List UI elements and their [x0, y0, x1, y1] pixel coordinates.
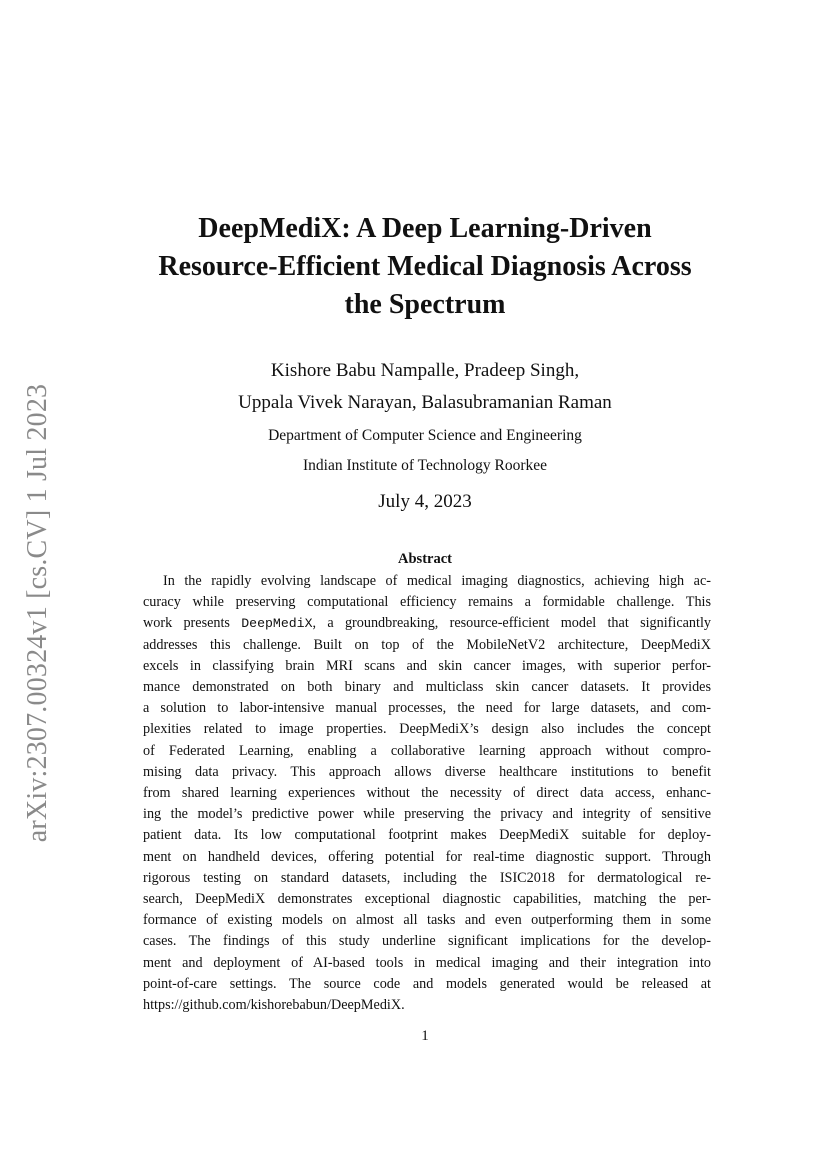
abstract-line: from shared learning experiences without the necessity of direct data access, enhanc-: [143, 785, 711, 802]
abstract-line: search, DeepMediX demonstrates exceptional diagnostic capabilities, matching the per-: [143, 891, 711, 908]
abstract-line: addresses this challenge. Built on top of the MobileNetV2 architecture, DeepMediX: [143, 636, 711, 653]
abstract-line: rigorous testing on standard datasets, including the ISIC2018 for dermatological re-: [143, 869, 711, 886]
model-name-code: DeepMediX: [241, 616, 313, 632]
abstract-line: ment on handheld devices, offering potential for real-time diagnostic support. Through: [143, 848, 711, 865]
abstract-line: curacy while preserving computational efficiency remains a formidable challenge. This: [143, 594, 711, 611]
abstract-body: [143, 571, 711, 1016]
paper-title: [100, 210, 750, 324]
abstract-line: excels in classifying brain MRI scans and skin cancer images, with superior perfor-: [143, 657, 711, 674]
title-line-3: the Spectrum: [344, 289, 506, 320]
page-number: 1: [421, 1028, 429, 1044]
publication-date: July 4, 2023: [378, 491, 472, 512]
title-line-2: Resource-Efficient Medical Diagnosis Across: [158, 251, 692, 282]
abstract-line: ing the model’s predictive power while preserving the privacy and integrity of sensitive: [143, 806, 711, 823]
abstract-line: plexities related to image properties. DeepMediX’s design also includes the concept: [143, 721, 711, 738]
affiliation: [100, 421, 750, 481]
authors-line-1: Kishore Babu Nampalle, Pradeep Singh,: [270, 360, 580, 381]
abstract-line: of Federated Learning, enabling a collaborative learning approach without compro-: [143, 742, 711, 759]
authors-line-2: Uppala Vivek Narayan, Balasubramanian Raman: [238, 392, 612, 413]
abstract-text: work presents: [143, 615, 242, 632]
arxiv-stamp: [14, 378, 62, 848]
abstract-line: formance of existing models on almost all tasks and even outperforming them in some: [143, 912, 711, 929]
abstract-text: , a groundbreaking, resource-efficient model that significantly: [312, 615, 711, 632]
title-line-1: DeepMediX: A Deep Learning-Driven: [198, 213, 652, 244]
institute: Indian Institute of Technology Roorkee: [303, 457, 547, 474]
abstract-line: ment and deployment of AI-based tools in medical imaging and their integration into: [143, 954, 711, 971]
abstract-line: mance demonstrated on both binary and multiclass skin cancer datasets. It provides: [143, 679, 711, 696]
arxiv-identifier: arXiv:2307.00324v1 [cs.CV] 1 Jul 2023: [22, 383, 54, 843]
department: Department of Computer Science and Engineering: [268, 427, 582, 444]
abstract-line: point-of-care settings. The source code and models generated would be released at: [143, 975, 711, 992]
author-list: [100, 355, 750, 419]
abstract-line: mising data privacy. This approach allows diverse healthcare institutions to benefit: [143, 763, 711, 780]
abstract-line: In the rapidly evolving landscape of medical imaging diagnostics, achieving high ac-: [163, 573, 711, 589]
source-code-url: https://github.com/kishorebabun/DeepMediX.: [143, 997, 405, 1014]
abstract-line: [143, 613, 711, 634]
abstract-line: patient data. Its low computational footprint makes DeepMediX suitable for deploy-: [143, 827, 711, 844]
abstract-line: cases. The findings of this study underline significant implications for the develop-: [143, 933, 711, 950]
abstract-heading: Abstract: [398, 551, 452, 567]
abstract-line: a solution to labor-intensive manual processes, the need for large datasets, and com-: [143, 700, 711, 717]
